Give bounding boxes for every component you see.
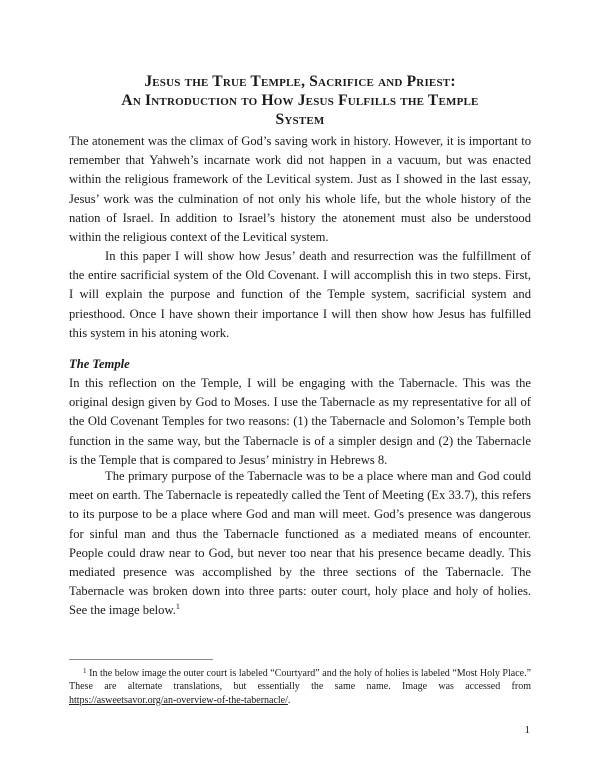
footnote-text: In the below image the outer court is labeled “Courtyard” and the holy of holies is labeled “Most Holy Place.” These are alternate translations, but essentially the same name. Image was accessed from — [69, 668, 532, 693]
page-number: 1 — [524, 724, 530, 736]
paragraph-intro: The atonement was the climax of God’s saving work in history. However, it is important to remember that Yahweh’s incarnate work did not happen in a vacuum, but was enacted within the religious framework of the Levitical system. Just as I showed in the last essay, Jesus’ work was the culmination of not only his whole life, but the whole history of the nation of Israel. In addition to Israel’s history the atonement must also be understood within the religious context of the Levitical system. — [69, 134, 531, 245]
paragraph-tabernacle: In this reflection on the Temple, I will be engaging with the Tabernacle. This was the original design given by God to Moses. I use the Tabernacle as my representative for all of the Old Covenant Temples for two reasons: (1) the Tabernacle and Solomon’s Temple both function in the same way, but the Tabernacle is of a simpler design and (2) the Tabernacle is the Temple that is compared to Jesus’ ministry in Hebrews 8. — [69, 376, 531, 467]
footnote-divider — [69, 659, 213, 660]
section-heading-temple: The Temple — [69, 357, 130, 371]
title-line-2: An Introduction to How Jesus Fulfills the Temple — [121, 92, 479, 109]
footnote-end: . — [287, 694, 291, 706]
title-line-3: System — [275, 111, 325, 128]
title-line-1: Jesus the True Temple, Sacrifice and Priest: — [144, 73, 456, 90]
footnote — [69, 667, 531, 707]
paragraph-purpose — [69, 467, 531, 621]
footnote-number: 1 — [83, 667, 87, 675]
paragraph-purpose-text: The primary purpose of the Tabernacle was to be a place where man and God could meet on earth. The Tabernacle is repeatedly called the Tent of Meeting (Ex 33.7), this refers to its purpose to be a place where God and man will meet. God’s presence was dangerous for sinful man and thus the Tabernacle functioned as a mediated means of encounter. People could draw near to God, but never too near that his presence became deadly. This mediated presence was accomplished by the three sections of the Tabernacle. The Tabernacle was broken down into three parts: outer court, holy place and holy of holies. See the image below. — [69, 469, 531, 618]
footnote-link[interactable]: https://asweetsavor.org/an-overview-of-the-tabernacle/ — [69, 694, 288, 706]
page-title — [60, 72, 540, 129]
footnote-reference[interactable]: 1 — [175, 602, 180, 612]
paragraph-thesis: In this paper I will show how Jesus’ death and resurrection was the fulfillment of the entire sacrificial system of the Old Covenant. I will accomplish this in two steps. First, I will explain the purpose and function of the Temple system, sacrificial system and priesthood. Once I have shown their importance I will then show how Jesus has fulfilled this system in his atoning work. — [69, 249, 531, 340]
